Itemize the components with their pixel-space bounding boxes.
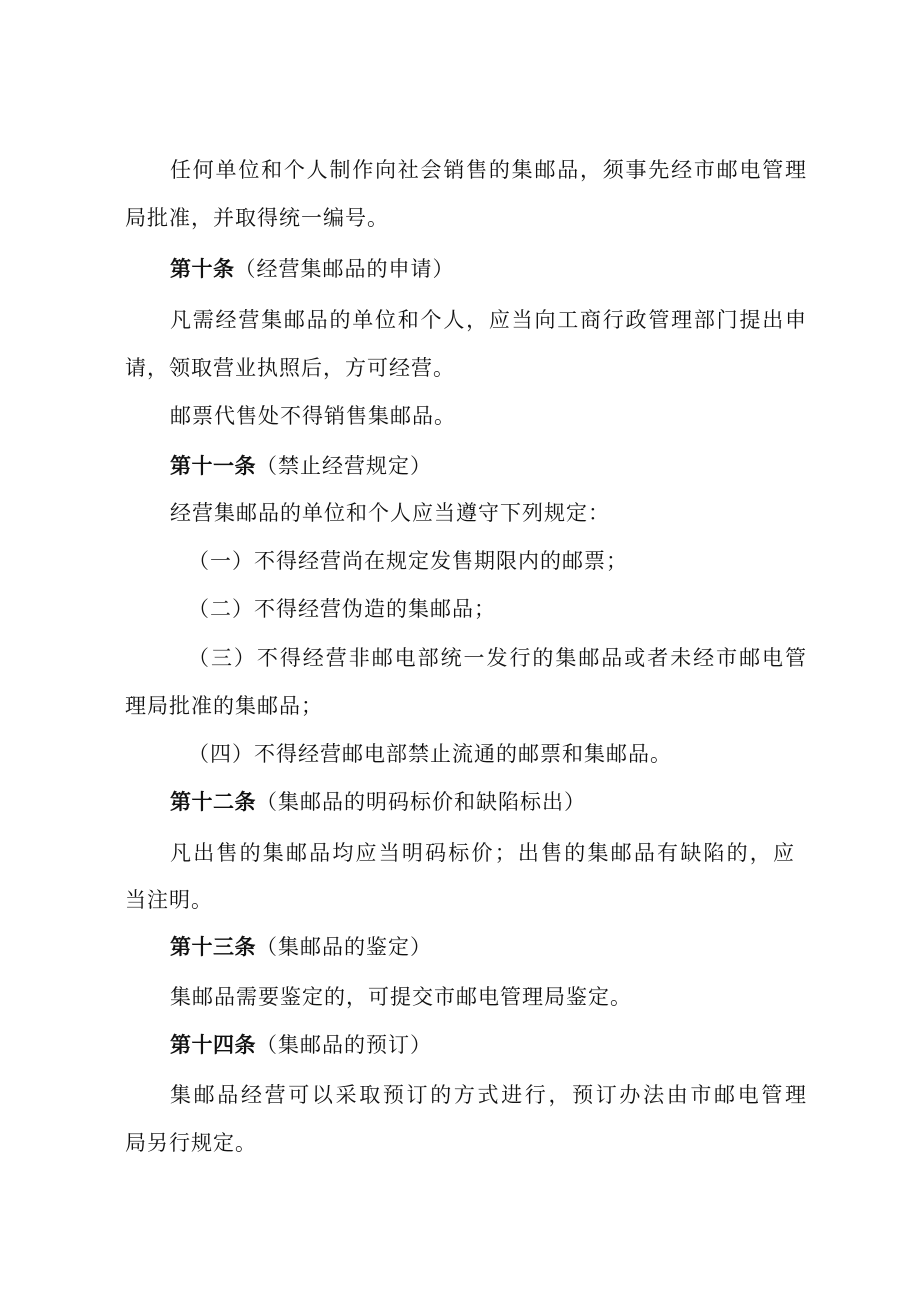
article-number: 第十四条 [170,1033,256,1057]
article-number: 第十条 [170,257,235,281]
paragraph-line: 局批准，并取得统一编号。 [125,206,389,230]
paragraph-line: 理局批准的集邮品； [125,694,323,718]
list-item: （一）不得经营尚在规定发售期限内的邮票； [188,549,628,573]
article-title: （经营集邮品的申请） [234,257,455,281]
paragraph-line: 任何单位和个人制作向社会销售的集邮品，须事先经市邮电管理 [170,158,808,182]
article-heading [170,254,770,284]
paragraph-line: 请，领取营业执照后，方可经营。 [125,356,455,380]
list-item: （二）不得经营伪造的集邮品； [188,597,496,621]
paragraph-line: 局另行规定。 [125,1131,257,1155]
list-item: （四）不得经营邮电部禁止流通的邮票和集邮品。 [188,742,672,766]
paragraph-line: 邮票代售处不得销售集邮品。 [170,404,456,428]
article-number: 第十三条 [170,935,256,959]
article-title: （集邮品的预订） [256,1033,432,1057]
paragraph-line: 集邮品经营可以采取预订的方式进行，预订办法由市邮电管理 [170,1083,809,1107]
article-title: （禁止经营规定） [256,454,432,478]
paragraph-line: 凡出售的集邮品均应当明码标价；出售的集邮品有缺陷的，应 [170,841,797,865]
paragraph-line: 凡需经营集邮品的单位和个人，应当向工商行政管理部门提出申 [170,308,808,332]
article-title: （集邮品的明码标价和缺陷标出） [256,790,586,814]
article-title: （集邮品的鉴定） [256,935,432,959]
paragraph-line: 经营集邮品的单位和个人应当遵守下列规定： [170,501,610,525]
paragraph-line: 集邮品需要鉴定的，可提交市邮电管理局鉴定。 [170,985,632,1009]
article-number: 第十二条 [170,790,256,814]
article-heading [170,932,770,962]
article-heading [170,1030,770,1060]
article-heading [170,787,770,817]
article-heading [170,451,770,481]
list-item: （三）不得经营非邮电部统一发行的集邮品或者未经市邮电管 [188,646,808,670]
article-number: 第十一条 [170,454,256,478]
paragraph-line: 当注明。 [125,888,213,912]
